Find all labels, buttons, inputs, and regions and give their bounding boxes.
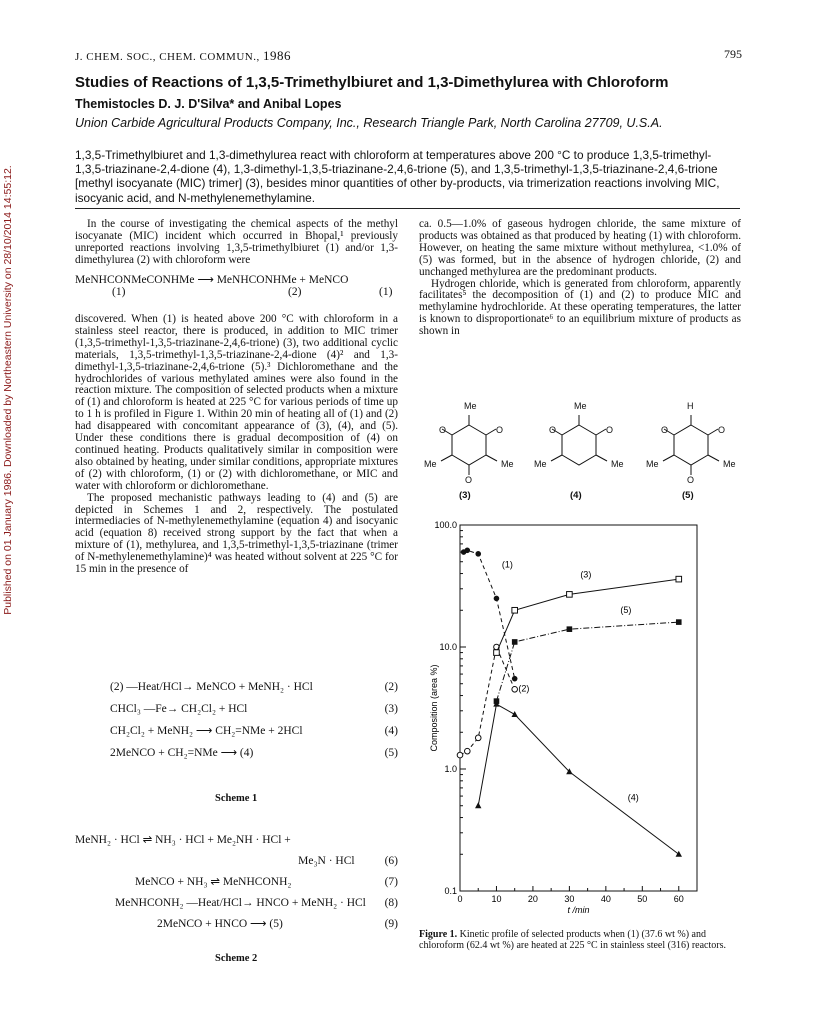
- scheme-1-eq-4: CH₂Cl₂ + MeNH₂ ⟶ CH₂=NMe + 2HCl: [110, 725, 303, 737]
- scheme-2-eq-9: 2MeNCO + HNCO ⟶ (5): [157, 918, 283, 930]
- data-point: [494, 650, 500, 656]
- svg-text:O: O: [661, 425, 669, 435]
- svg-text:Me: Me: [723, 459, 736, 469]
- svg-text:O: O: [687, 475, 695, 485]
- x-tick-label: 30: [564, 894, 575, 904]
- y-axis-label: Composition (area %): [429, 664, 439, 752]
- data-point: [494, 596, 500, 602]
- structure-5-label: (5): [682, 490, 694, 501]
- scheme-2-eq-8: MeNHCONH₂ —Heat/HCl→ HNCO + MeNH₂ · HCl: [115, 897, 366, 909]
- series-label: (2): [518, 683, 530, 694]
- structure-3-label: (3): [459, 490, 471, 501]
- data-point: [676, 576, 682, 582]
- data-point: [475, 551, 481, 557]
- svg-text:O: O: [465, 475, 473, 485]
- data-point: [494, 698, 500, 704]
- y-tick-label: 0.1: [444, 886, 457, 896]
- x-tick-label: 50: [637, 894, 648, 904]
- data-point: [475, 802, 481, 808]
- data-point: [567, 626, 573, 632]
- y-tick-label: 1.0: [444, 764, 457, 774]
- x-tick-label: 10: [491, 894, 502, 904]
- svg-text:O: O: [439, 425, 447, 435]
- scheme-2: MeNH₂ · HCl ⇌ NH₃ · HCl + Me₂NH · HCl + Me₃N · HCl (6) MeNCO + NH₃ ⇌ MeNHCONH₂ (7) MeNHCONH₂ —Heat/HCl→ HNCO + MeNH₂ · HCl (8) 2MeNCO + HNCO ⟶ (5) (9): [75, 830, 398, 935]
- authors: Themistocles D. J. D'Silva* and Anibal Lopes: [75, 97, 342, 111]
- page-number: 795: [724, 47, 742, 61]
- svg-text:Me: Me: [646, 459, 659, 469]
- y-tick-label: 100.0: [434, 520, 457, 530]
- series-line-2: [496, 579, 678, 652]
- scheme-2-label: Scheme 2: [215, 953, 258, 964]
- svg-text:Me: Me: [574, 401, 587, 411]
- structure-3: [441, 415, 497, 475]
- abstract: 1,3,5-Trimethylbiuret and 1,3-dimethylurea react with chloroform at temperatures above 200 °C to produce 1,3,5-trimethyl-1,3,5-triazinane-2,4-dione (4), 1,3-dimethyl-1,3,5-triazinane-2,4,6-trione (5), and 1,3,5-trimethyl-1,3,5-triazinane-2,4,6-trione [methyl isocyanate (MIC) trimer] (3), besides minor quantities of other by-products, via trimerization reactions involving MIC, isocyanic acid, and N-methylenemethylamine.: [75, 148, 720, 205]
- data-point: [512, 687, 518, 693]
- journal-header: J. CHEM. SOC., CHEM. COMMUN., 1986: [75, 48, 291, 63]
- data-point: [457, 752, 463, 758]
- structure-5: [663, 415, 719, 475]
- series-label: (5): [620, 604, 632, 615]
- data-point: [676, 851, 682, 857]
- data-point: [512, 676, 518, 682]
- data-point: [511, 711, 517, 717]
- scheme-1-eq-2: (2) —Heat/HCl→ MeNCO + MeNH₂ · HCl: [110, 681, 313, 693]
- divider: [75, 208, 740, 209]
- svg-text:O: O: [496, 425, 504, 435]
- series-label: (3): [580, 569, 592, 580]
- equation-1: MeNHCONMeCONHMe ⟶ MeNHCONHMe + MeNCO (1) (2) (1): [75, 274, 393, 298]
- svg-text:O: O: [606, 425, 614, 435]
- scheme-2-eq-6a: MeNH₂ · HCl ⇌ NH₃ · HCl + Me₂NH · HCl +: [75, 834, 291, 846]
- svg-text:O: O: [549, 425, 557, 435]
- series-line-1: [460, 647, 515, 755]
- x-tick-label: 60: [673, 894, 684, 904]
- data-point: [567, 592, 573, 598]
- x-tick-label: 20: [527, 894, 538, 904]
- svg-text:Me: Me: [464, 401, 477, 411]
- svg-text:O: O: [718, 425, 726, 435]
- structure-4-label: (4): [570, 490, 582, 501]
- scheme-1: (2) —Heat/HCl→ MeNCO + MeNH₂ · HCl (2) CHCl₃ —Fe→ CH₂Cl₂ + HCl (3) CH₂Cl₂ + MeNH₂ ⟶ CH₂=NMe + 2HCl (4) 2MeNCO + CH₂=NMe ⟶ (4) (5): [110, 676, 398, 764]
- data-point: [464, 748, 470, 754]
- triazinane-structures: [419, 395, 741, 510]
- svg-text:Me: Me: [534, 459, 547, 469]
- series-label: (4): [627, 792, 639, 803]
- data-point: [512, 639, 518, 645]
- figure-caption: Figure 1. Kinetic profile of selected products when (1) (37.6 wt %) and chloroform (62.4 wt %) are heated at 225 °C in stainless steel (316) reactors.: [419, 929, 726, 951]
- data-point: [475, 735, 481, 741]
- left-paragraph-1: In the course of investigating the chemical aspects of the methyl isocyanate (MIC) incident which occurred in Bhopal,¹ previously unreported reactions involving 1,3,5-trimethylbiuret (1) and/or 1,3-dimethylurea (2) with chloroform were: [75, 218, 398, 266]
- right-paragraphs: ca. 0.5—1.0% of gaseous hydrogen chloride, the same mixture of products was obtained as that produced by heating (1) with chloroform. However, on heating the same mixture without methylurea, <1.0% of (5) was formed, but in the absence of hydrogen chloride, (2) and unchanged methylurea are the predominant products. Hydrogen chloride, which is generated from chloroform, apparently facilitates⁵ the decomposition of (1) and (2) to produce MIC and methylamine hydrochloride. At these operating temperatures, the latter is known to disproportionate⁶ to an equilibrium mixture of products as shown in: [419, 218, 741, 338]
- data-point: [512, 607, 518, 613]
- scheme-2-eq-6b: Me₃N · HCl: [298, 855, 355, 867]
- svg-text:Me: Me: [424, 459, 437, 469]
- download-notice: Published on 01 January 1986. Downloaded by Northeastern University on 28/10/2014 14:55:12.: [2, 165, 14, 615]
- left-paragraph-2: discovered. When (1) is heated above 200 °C with chloroform in a stainless steel reactor, there is produced, in addition to MIC trimer (1,3,5-trimethyl-1,3,5-triazinane-2,4,6-trione) (3), two additional cyclic materials, 1,3,5-trimethyl-1,3,5-triazinane-2,4-dione (4)² and 1,3-dimethyl-1,3,5-triazinane-2,4,6-trione (5).³ Dichloromethane and the hydrochlorides of various methylated amines were also found in the reaction mixture. The composition of selected products when a mixture of (1) and chloroform is heated at 225 °C for various periods of time up to 1 h is profiled in Figure 1. Within 20 min of heating all of (1) and (2) had disappeared with concomitant appearance of (3), (4), and (5). Under these conditions there is gradual decomposition of (4) on continued heating. Products qualitatively similar in composition were also obtained by heating, under similar conditions, appropriate mixtures of (2) with chloroform, (1) or (2) with dichloromethane, or MIC and water with chloroform or dichloromethane. The proposed mechanistic pathways leading to (4) and (5) are depicted in Schemes 1 and 2, respectively. The postulated intermediacies of N-methylenemethylamine (equation 4) and isocyanic acid (equation 8) received strong support by the fact that when a mixture of (1), methylurea, and 1,3,5-trimethyl-1,3,5-triazinane (trimer of N-methylenemethylamine)⁴ was heated without solvent at 225 °C for 15 min in the presence of: [75, 313, 398, 576]
- data-point: [464, 548, 470, 554]
- affiliation: Union Carbide Agricultural Products Company, Inc., Research Triangle Park, North Carolina 27709, U.S.A.: [75, 116, 663, 130]
- series-line-0: [464, 550, 515, 678]
- scheme-2-eq-7: MeNCO + NH₃ ⇌ MeNHCONH₂: [135, 876, 292, 888]
- scheme-1-eq-5: 2MeNCO + CH₂=NMe ⟶ (4): [110, 747, 254, 759]
- series-line-3: [478, 704, 679, 854]
- scheme-1-eq-3: CHCl₃ —Fe→ CH₂Cl₂ + HCl: [110, 703, 248, 715]
- svg-text:Me: Me: [501, 459, 514, 469]
- data-point: [676, 619, 682, 625]
- svg-text:H: H: [687, 401, 694, 411]
- y-tick-label: 10.0: [439, 642, 457, 652]
- x-tick-label: 40: [600, 894, 611, 904]
- scheme-1-label: Scheme 1: [215, 793, 258, 804]
- kinetic-profile-chart: [415, 515, 745, 925]
- x-tick-label: 0: [457, 894, 463, 904]
- svg-text:Me: Me: [611, 459, 624, 469]
- x-axis-label: t /min: [567, 905, 590, 915]
- series-label: (1): [501, 559, 513, 570]
- article-title: Studies of Reactions of 1,3,5-Trimethylbiuret and 1,3-Dimethylurea with Chloroform: [75, 74, 669, 91]
- structure-4: [551, 415, 607, 465]
